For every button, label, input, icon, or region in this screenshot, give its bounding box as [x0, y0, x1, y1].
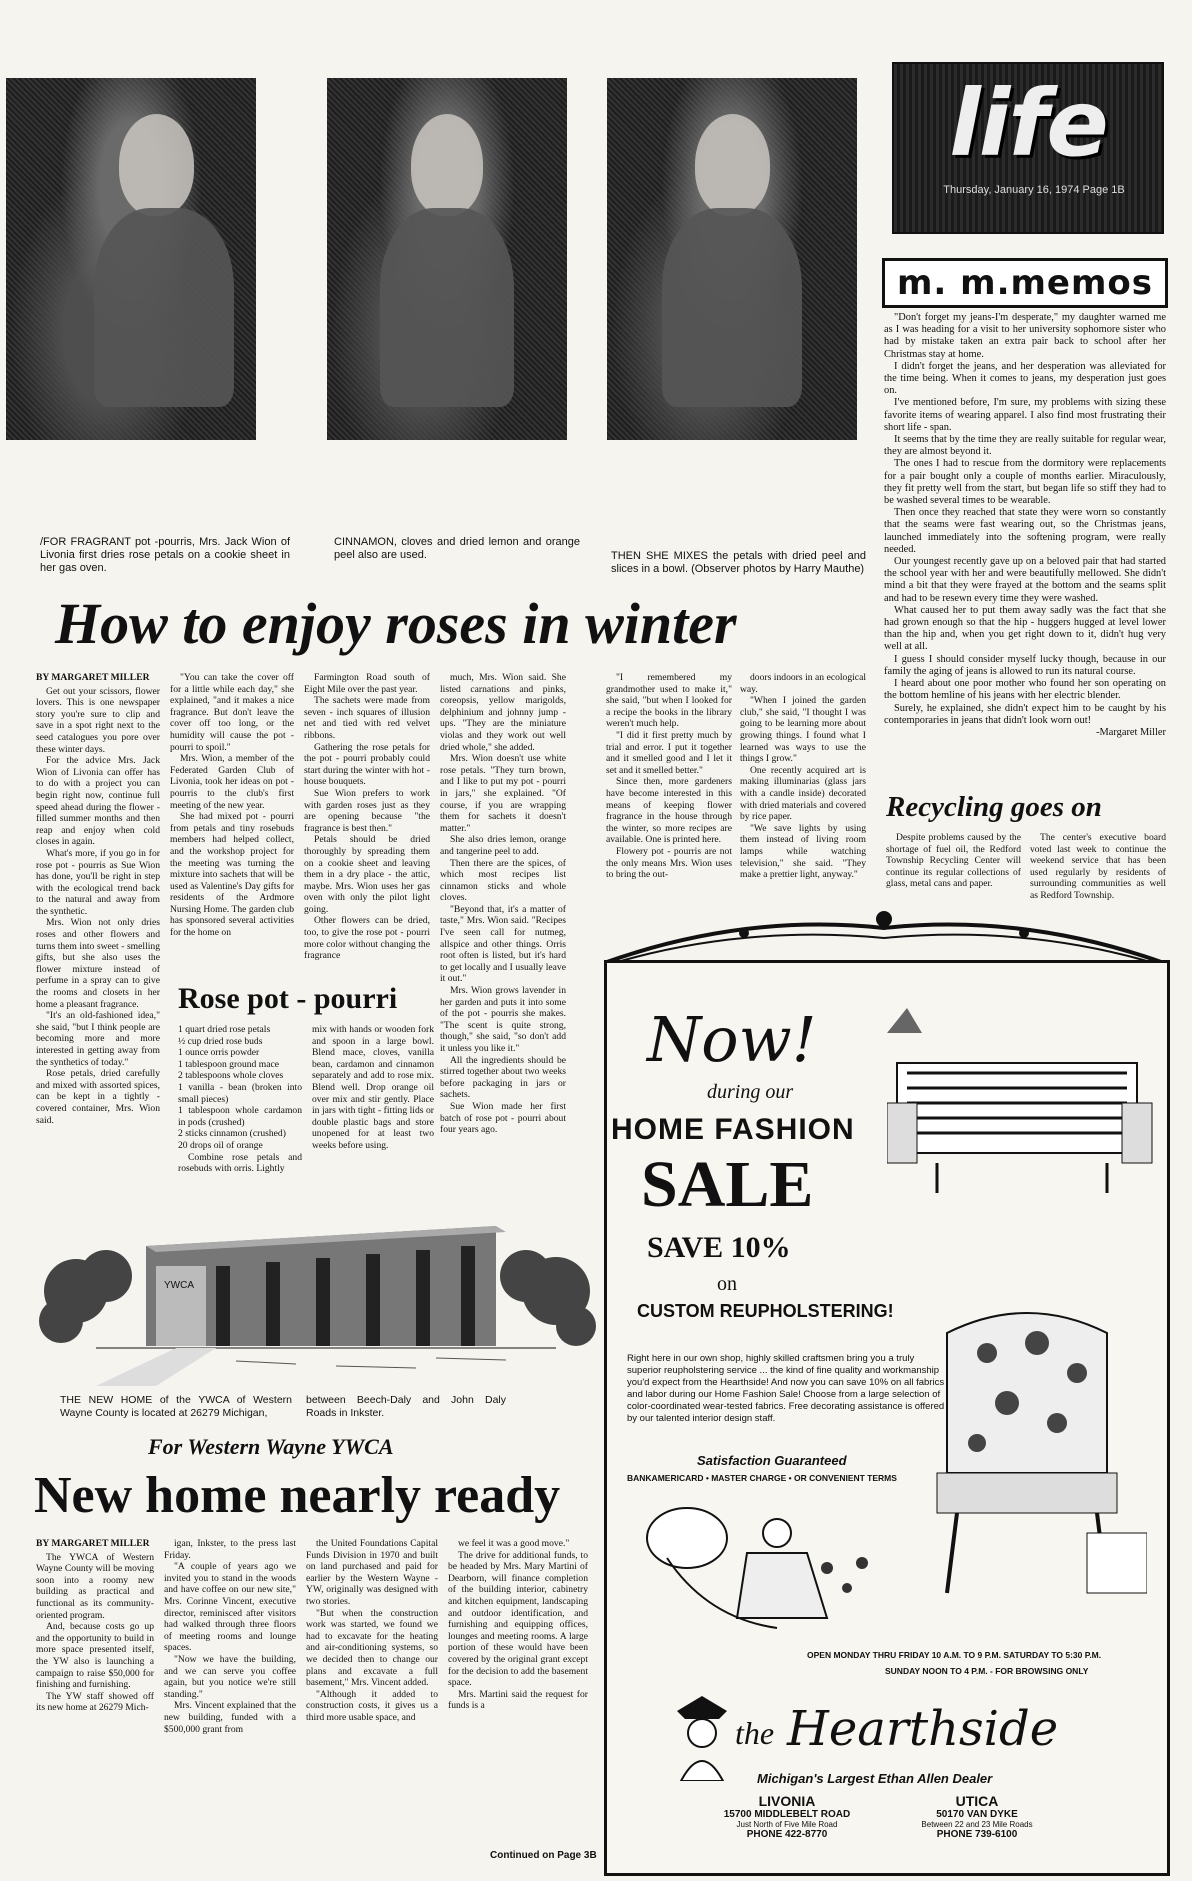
- ingredient-8: 2 sticks cinnamon (crushed): [178, 1128, 286, 1140]
- ywca-p3: The YW staff showed off its new home at 26279 Mich-: [36, 1690, 154, 1714]
- masthead-date: Thursday, January 16, 1974 Page 1B: [943, 184, 1125, 196]
- ingredient-3: 1 ounce orris powder: [178, 1047, 260, 1059]
- recycling-text-2: The center's executive board voted last week to continue the weekend service that has been used regularly by residents of surrounding communities as well as Redford Township.: [1030, 832, 1166, 901]
- ad-body: Right here in our own shop, highly skilled craftsmen bring you a truly superior reupholstering service ... the kind of fine quality and workmanship you'd expect from the Hearthside! And now you can save 10% on all fabrics and labor during our Home Fashion Sale! Choose from a large selection of color-coordinated wear-tested fabrics. Free decorating assistance is offered by our talented interior design staff.: [627, 1353, 945, 1424]
- ad-save: SAVE 10%: [647, 1231, 791, 1264]
- memo-p10: I heard about one poor mother who found her son operating on the bottom hemline of his jeans with her electric blender.: [884, 678, 1166, 702]
- roses-p9: She had mixed pot - pourri from petals and tiny rosebuds members had helped collect, and the workshop project for the meeting was turning the mixture into sachets that will be used as Valentine's Day gifts for residents of the Ardmore Nursing Home. The garden club has sponsored several activities for the home on: [170, 811, 294, 939]
- memo-p5: The ones I had to rescue from the dormitory were replacements for a pair bought only a couple of months earlier. Miraculously, they fit pretty well from the start, but began life so stiff they had to be washed several times to be wearable.: [884, 458, 1166, 507]
- armchair-illustration: [907, 1293, 1147, 1613]
- livonia-note: Just North of Five Mile Road: [736, 1820, 838, 1829]
- ywca-caption-a: THE NEW HOME of the YWCA of Western Wayne County is located at 26279 Michigan,: [60, 1394, 292, 1419]
- roses-p23: Sue Wion made her first batch of rose pot - pourri about four years ago.: [440, 1100, 566, 1136]
- recipe-directions: [312, 1024, 434, 1192]
- craftsman-illustration: [627, 1498, 887, 1638]
- roses-col1: [36, 672, 160, 1187]
- ywca-kicker: For Western Wayne YWCA: [148, 1434, 394, 1459]
- ywca-col1: [36, 1538, 154, 1856]
- roses-p10: Farmington Road south of Eight Mile over the past year.: [304, 672, 430, 695]
- memo-p2: I didn't forget the jeans, and her desperation was alleviated for the time being. When it comes to jeans, my desperation just goes on.: [884, 360, 1166, 397]
- roses-p28: doors indoors in an ecological way.: [740, 672, 866, 695]
- minuteman-logo: [667, 1691, 737, 1781]
- ingredient-7: 1 tablespoon whole cardamon in pods (crushed): [178, 1105, 302, 1128]
- life-logo: life: [949, 70, 1107, 177]
- memo-p11: Surely, he explained, she didn't expect him to be caught by his contemporaries in jeans that didn't look worn out!: [884, 702, 1166, 726]
- ad-hours-1: OPEN MONDAY THRU FRIDAY 10 A.M. TO 9 P.M. SATURDAY TO 5:30 P.M.: [807, 1650, 1102, 1660]
- ad-during: during our: [707, 1081, 794, 1103]
- ad-tagline: Michigan's Largest Ethan Allen Dealer: [757, 1771, 993, 1786]
- location-livonia: [707, 1793, 867, 1840]
- livonia-city: LIVONIA: [758, 1793, 816, 1809]
- roses-byline: BY MARGARET MILLER: [36, 672, 150, 683]
- ad-store-the: the: [735, 1715, 775, 1751]
- memo-signature: -Margaret Miller: [1096, 726, 1166, 738]
- ad-hours-2: SUNDAY NOON TO 4 P.M. - FOR BROWSING ONLY: [885, 1666, 1089, 1676]
- ywca-p5: "A couple of years ago we invited you to stand in the woods and have coffee on our new site," Mrs. Corinne Vincent, executive director, reminisced after visitors had walked through three floors of meeting rooms and lounge spaces.: [164, 1561, 296, 1654]
- ywca-byline: BY MARGARET MILLER: [36, 1538, 150, 1549]
- ywca-sign: YWCA: [164, 1280, 194, 1291]
- photo-cinnamon-cloves: [327, 78, 567, 440]
- ywca-headline: New home nearly ready: [34, 1467, 561, 1524]
- ingredient-5: 2 tablespoons whole cloves: [178, 1070, 284, 1082]
- roses-p11: The sachets were made from seven - inch squares of illusion net and tied with red velvet ribbons.: [304, 695, 430, 741]
- life-masthead: [892, 62, 1164, 234]
- memo-p3: I've mentioned before, I'm sure, my problems with sizing these favorite items of wearing apparel. I also find most frustrating their short life - span.: [884, 397, 1166, 433]
- roses-p8: Mrs. Wion, a member of the Federated Garden Club of Livonia, took her ideas on pot - pourris to the club's first meeting of the new year.: [170, 753, 294, 811]
- memo-p8: What caused her to put them away sadly was the fact that she had grown enough so that the hip - huggers hugged at level lower than the hip and, when you get right down to it, didn't hug very well at all.: [884, 604, 1166, 653]
- roses-p22: All the ingredients should be stirred together about two weeks before packaging in jars or sachets.: [440, 1054, 566, 1101]
- ad-sale: SALE: [641, 1148, 814, 1221]
- memo-p1: "Don't forget my jeans-I'm desperate," my daughter warned me as I was heading for a visit to her university sophomore sister who had by mistake taken an extra pair back to school after her Christmas stay at home.: [884, 312, 1166, 360]
- recipe-directions-a: Combine rose petals and rosebuds with orris. Lightly: [178, 1151, 302, 1175]
- roses-p7: "You can take the cover off for a little while each day," she explained, "and it makes a nice fragrance. But don't leave the cover off too long, or the humidity will cause the pot - pourri to spoil.": [170, 672, 294, 753]
- roses-p2: For the advice Mrs. Jack Wion of Livonia can offer has to do with a project you can begin right now, continue full speed ahead during the flower - filled summer months and then reap and enjoy when cold closes in again.: [36, 755, 160, 848]
- roses-p21: Mrs. Wion grows lavender in her garden and puts it into some of the pot - pourris she makes. "The scent is quite strong, though," she said, "so don't add it unless you like it.": [440, 985, 566, 1054]
- livonia-address: 15700 MIDDLEBELT ROAD: [723, 1809, 851, 1820]
- photo-caption-2: CINNAMON, cloves and dried lemon and orange peel also are used.: [334, 536, 580, 561]
- roses-p16: much, Mrs. Wion said. She listed carnations and pinks, coreopsis, yellow marigolds, delphinium and johnny jump - ups. "They are the miniature violas and they work out well dried whole," she added.: [440, 672, 566, 753]
- ywca-p9: "But when the construction work was started, we found we had to excavate for the heating and air-conditioning systems, so we decided then to change our plans and excavate a full basement," Mrs. Vincent added.: [306, 1607, 438, 1689]
- roses-p20: "Beyond that, it's a matter of taste," Mrs. Wion said. "Recipes I've seen call for nutmeg, allspice and other things. Orris root often is listed, but it's hard to get locally and I usually leave it out.": [440, 903, 566, 985]
- ywca-p8: the United Foundations Capital Funds Division in 1970 and built on land purchased and paid for earlier by the Western Wayne - YW, originally was designed with two stories.: [306, 1538, 438, 1607]
- ywca-p6: "Now we have the building, and we can serve you coffee again, but you notice we're still standing.": [164, 1653, 296, 1700]
- location-utica: [897, 1793, 1057, 1840]
- ywca-p4: igan, Inkster, to the press last Friday.: [164, 1538, 296, 1561]
- ywca-building-drawing: [36, 1196, 596, 1386]
- ad-guarantee: Satisfaction Guaranteed: [697, 1453, 847, 1468]
- roses-p27: Flowery pot - pourris are not the only means Mrs. Wion uses to bring the out-: [606, 845, 732, 881]
- sofa-illustration: [887, 1003, 1157, 1203]
- ad-terms: BANKAMERICARD • MASTER CHARGE • OR CONVENIENT TERMS: [627, 1473, 897, 1483]
- roses-p31: "We save lights by using them instead of living room lamps while watching television," she said. "They make a prettier light, anyway.": [740, 822, 866, 881]
- ingredient-4: 1 tablespoon ground mace: [178, 1058, 279, 1070]
- photo-caption-1: /FOR FRAGRANT pot -pourris, Mrs. Jack Wion of Livonia first dries rose petals on a cookie sheet in her gas oven.: [40, 536, 290, 574]
- roses-p24: "I remembered my grandmother used to make it," she said, "but when I looked for a recipe the books in the library weren't much help.: [606, 672, 732, 730]
- ad-ornament: [604, 903, 1164, 963]
- ywca-caption-b: between Beech-Daly and John Daly Roads in Inkster.: [306, 1394, 506, 1419]
- ad-store-name: Hearthside: [787, 1701, 1059, 1757]
- roses-p1: Get out your scissors, flower lovers. This is one newspaper story you're sure to clip and save in a spot right next to the seed catalogues you pore over these winter days.: [36, 685, 160, 755]
- roses-p29: "When I joined the garden club," she said, "I thought I was going to be learning more about growing things. I found what I learned was ways to use the things I grow.": [740, 695, 866, 765]
- memos-column-title: [882, 258, 1168, 308]
- ywca-p7: Mrs. Vincent explained that the new building, funded with a $500,000 grant from: [164, 1700, 296, 1735]
- ad-now: Now!: [647, 1003, 817, 1076]
- roses-p18: She also dries lemon, orange and tangerine peel to add.: [440, 834, 566, 857]
- ad-event: HOME FASHION: [611, 1113, 855, 1146]
- ywca-p10: "Although it added to construction costs, it gives us a third more usable space, and: [306, 1688, 438, 1723]
- ywca-p12: The drive for additional funds, to be headed by Mrs. Mary Martini of Dearborn, will finance completion of the building interior, cabinetry and kitchen equipment, landscaping and outdoor identification, and furnishing and equipping offices, lounges and meeting rooms. A large portion of these would have been covered by the original grant except for the decision to add the basement space.: [448, 1549, 588, 1689]
- ad-on: on: [717, 1273, 737, 1295]
- utica-city: UTICA: [955, 1793, 999, 1809]
- roses-col3: [304, 672, 430, 972]
- recycling-headline: Recycling goes on: [886, 791, 1102, 823]
- photo-caption-3: THEN SHE MIXES the petals with dried peel and slices in a bowl. (Observer photos by Harry Mauthe): [611, 550, 866, 575]
- roses-col5: [606, 672, 732, 932]
- ywca-p2: And, because costs go up and the opportunity to build in more space presented itself, the YW also is launching a campaign to raise $50,000 for finishing and furnishing.: [36, 1621, 154, 1691]
- recipe-title: Rose pot - pourri: [178, 982, 398, 1015]
- utica-note: Between 22 and 23 Mile Roads: [921, 1820, 1033, 1829]
- ywca-continued: Continued on Page 3B: [490, 1850, 597, 1861]
- ingredient-9: 20 drops oil of orange: [178, 1139, 263, 1151]
- roses-p26: Since then, more gardeners have become interested in this means of keeping flower fragrance in the house through the winter, so more recipes are available. One is printed here.: [606, 776, 732, 846]
- roses-col6: [740, 672, 866, 932]
- recycling-text-1: Despite problems caused by the shortage of fuel oil, the Redford Township Recycling Center will continue its regular collections of glass, metal cans and paper.: [886, 832, 1021, 890]
- roses-p25: "I did it first pretty much by trial and error. I put it together and it smelled good and I let it set and it smelled better.": [606, 729, 732, 776]
- hearthside-ad: [604, 960, 1170, 1876]
- ywca-col2: [164, 1538, 296, 1856]
- roses-p3: What's more, if you go in for rose pot - pourris as Sue Wion has done, you'll be right in step with the ecological trend back to the natural and away from the synthetic.: [36, 847, 160, 917]
- ingredient-1: 1 quart dried rose petals: [178, 1024, 271, 1035]
- recipe-ingredients: [178, 1024, 302, 1192]
- roses-col2: [170, 672, 294, 972]
- ingredient-6: 1 vanilla - bean (broken into small pieces): [178, 1081, 302, 1105]
- roses-p5: "It's an old-fashioned idea," she said, "but I think people are becoming more and more interested in getting away from the synthetics of today.": [36, 1010, 160, 1068]
- memo-p9: I guess I should consider myself lucky though, because in our family the aging of jeans is allowed to run its natural course.: [884, 653, 1166, 677]
- roses-col4: [440, 672, 566, 1187]
- memo-p4: It seems that by the time they are really suitable for regular wear, they are almost beyond it.: [884, 434, 1166, 458]
- ad-service: CUSTOM REUPHOLSTERING!: [637, 1301, 894, 1321]
- livonia-phone: PHONE 422-8770: [746, 1829, 828, 1840]
- ywca-col3: [306, 1538, 438, 1856]
- ywca-col4: [448, 1538, 588, 1838]
- roses-headline: How to enjoy roses in winter: [55, 591, 737, 656]
- roses-p12: Gathering the rose petals for the pot - pourri probably could start during the winter with hot - house bouquets.: [304, 741, 430, 788]
- roses-p6: Rose petals, dried carefully and mixed with assorted spices, can be kept in a tightly - covered container, Mrs. Wion said.: [36, 1068, 160, 1126]
- ingredient-2: ½ cup dried rose buds: [178, 1035, 263, 1047]
- roses-p19: Then there are the spices, of which most recipes list cinnamon sticks and whole cloves.: [440, 857, 566, 904]
- memo-p6: Then once they reached that state they were worn so constantly that the seams were fast wearing out, so the Christmas jeans, launched immediately into the softening program, were really needed.: [884, 507, 1166, 555]
- memos-title-text: m. m.memos: [896, 263, 1154, 303]
- roses-p13: Sue Wion prefers to work with garden roses just as they are opening because "the fragrance is best then.": [304, 787, 430, 834]
- recycling-col1: [886, 832, 1021, 912]
- photo-drying-petals: [6, 78, 256, 440]
- roses-p4: Mrs. Wion not only dries roses and other flowers and turns them into sweet - smelling gifts, but she also uses the flower mixture instead of perfume in a spray can to give the rooms and closets in her home a pleasant fragrance.: [36, 917, 160, 1010]
- ywca-p1: The YWCA of Western Wayne County will be moving soon into a roomy new building as practical and functional as its community-oriented program.: [36, 1551, 154, 1621]
- recipe-directions-b: mix with hands or wooden fork and spoon in a large bowl. Blend mace, cloves, vanilla bean, cardamon and cinnamon separately and add to rose mix. Blend well. Drop orange oil over mix and stir gently. Place in jars with tight - fitting lids or double plastic bags and store unopened for at least two weeks before using.: [312, 1024, 434, 1151]
- memo-p7: Our youngest recently gave up on a beloved pair that had started the school year with her and were beautifully mellowed. She didn't mind a bit that they were frayed at the bottom and the seams split and had to be resewn every time they were washed.: [884, 556, 1166, 604]
- roses-p15: Other flowers can be dried, too, to give the rose pot - pourri more color without changing the fragrance: [304, 915, 430, 962]
- utica-address: 50170 VAN DYKE: [936, 1809, 1018, 1820]
- recycling-col2: [1030, 832, 1166, 912]
- ywca-p11: we feel it was a good move.": [458, 1538, 570, 1549]
- photo-mixing-bowl: [607, 78, 857, 440]
- utica-phone: PHONE 739-6100: [936, 1829, 1018, 1840]
- roses-p30: One recently acquired art is making illuminarias (glass jars with a candle inside) decorated with dried materials and covered by rice paper.: [740, 764, 866, 823]
- ywca-p13: Mrs. Martini said the request for funds is a: [448, 1688, 588, 1712]
- roses-p14: Petals should be dried thoroughly by spreading them on a cookie sheet and leaving them in a dry place - the attic, maybe. Mrs. Wion uses her gas oven with only the pilot light going.: [304, 834, 430, 915]
- roses-p17: Mrs. Wion doesn't use white rose petals. "They turn brown, and I like to put my pot - pourri in jars," she explained. "Of course, if you are wrapping them for sachets it doesn't matter.": [440, 753, 566, 834]
